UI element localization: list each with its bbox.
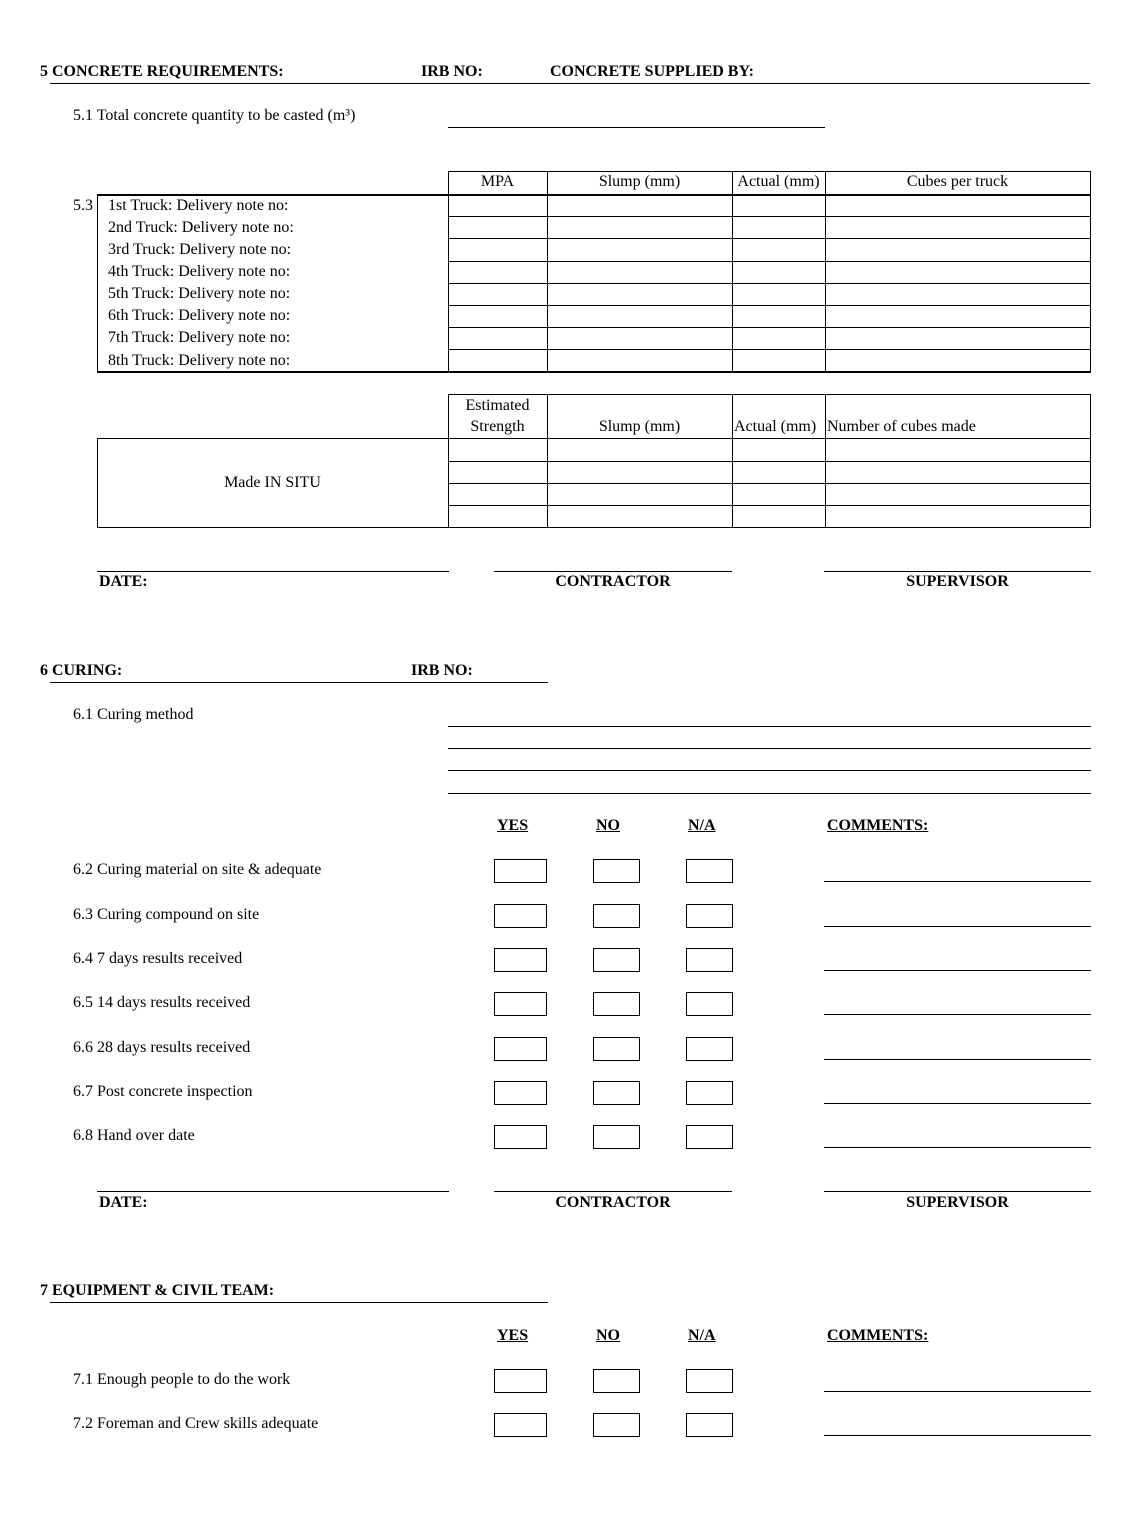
contractor-label: CONTRACTOR	[555, 1194, 671, 1211]
insitu-row-divider	[448, 505, 1091, 506]
na-checkbox[interactable]	[686, 904, 733, 928]
yes-column-header: YES	[497, 817, 529, 834]
yes-checkbox[interactable]	[494, 1125, 547, 1149]
comment-line[interactable]	[824, 1435, 1091, 1436]
comment-line[interactable]	[824, 1391, 1091, 1392]
curing-item-label: 6.2 Curing material on site & adequate	[73, 861, 322, 878]
comment-line[interactable]	[824, 970, 1091, 971]
comment-line[interactable]	[824, 1014, 1091, 1015]
curing-item-label: 6.3 Curing compound on site	[73, 906, 260, 923]
header-actual: Actual (mm)	[737, 173, 820, 190]
truck-row-label: 6th Truck: Delivery note no:	[108, 307, 291, 324]
yes-checkbox[interactable]	[494, 1369, 547, 1393]
curing-method-line[interactable]	[448, 748, 1091, 749]
comment-line[interactable]	[824, 1103, 1091, 1104]
concrete-supplied-by-label: CONCRETE SUPPLIED BY:	[550, 63, 754, 80]
yes-column-header: YES	[497, 1327, 529, 1344]
na-checkbox[interactable]	[686, 1413, 733, 1437]
section-5-title: 5 CONCRETE REQUIREMENTS:	[40, 63, 284, 80]
q51-answer-line[interactable]	[448, 127, 825, 128]
yes-checkbox[interactable]	[494, 1413, 547, 1437]
truck-row-label: 1st Truck: Delivery note no:	[108, 197, 289, 214]
no-checkbox[interactable]	[593, 992, 640, 1016]
truck-row-divider	[448, 327, 1091, 328]
supervisor-label: SUPERVISOR	[906, 573, 1009, 590]
q51-label: 5.1 Total concrete quantity to be casted (m³)	[73, 107, 356, 124]
header-divider	[825, 171, 826, 195]
insitu-row-divider	[448, 483, 1091, 484]
header-divider	[547, 171, 548, 195]
comments-column-header: COMMENTS:	[827, 1327, 929, 1344]
yes-checkbox[interactable]	[494, 948, 547, 972]
na-checkbox[interactable]	[686, 948, 733, 972]
truck-row-divider	[448, 305, 1091, 306]
date-label: DATE:	[99, 573, 148, 590]
no-column-header: NO	[596, 817, 620, 834]
header-cubes-per-truck: Cubes per truck	[906, 173, 1009, 190]
yes-checkbox[interactable]	[494, 1037, 547, 1061]
section-6-underline	[50, 682, 548, 683]
truck-row-divider	[448, 349, 1091, 350]
insitu-header-divider	[732, 394, 733, 439]
team-item-label: 7.2 Foreman and Crew skills adequate	[73, 1415, 319, 1432]
truck-row-label: 5th Truck: Delivery note no:	[108, 285, 291, 302]
na-checkbox[interactable]	[686, 1369, 733, 1393]
curing-item-label: 6.7 Post concrete inspection	[73, 1083, 253, 1100]
no-checkbox[interactable]	[593, 904, 640, 928]
section-7-title: 7 EQUIPMENT & CIVIL TEAM:	[40, 1282, 275, 1299]
supervisor-label: SUPERVISOR	[906, 1194, 1009, 1211]
curing-irb-no-label: IRB NO:	[411, 662, 473, 679]
contractor-label: CONTRACTOR	[555, 573, 671, 590]
na-checkbox[interactable]	[686, 1125, 733, 1149]
date-line[interactable]	[97, 1191, 449, 1192]
yes-checkbox[interactable]	[494, 904, 547, 928]
yes-checkbox[interactable]	[494, 1081, 547, 1105]
comment-line[interactable]	[824, 926, 1091, 927]
header-insitu-slump: Slump (mm)	[598, 418, 681, 435]
truck-row-divider	[448, 238, 1091, 239]
na-checkbox[interactable]	[686, 859, 733, 883]
contractor-line[interactable]	[494, 1191, 732, 1192]
no-checkbox[interactable]	[593, 859, 640, 883]
date-line[interactable]	[97, 571, 449, 572]
na-checkbox[interactable]	[686, 1081, 733, 1105]
header-mpa: MPA	[480, 173, 515, 190]
q61-label: 6.1 Curing method	[73, 706, 194, 723]
header-estimated: Estimated	[465, 397, 530, 414]
no-checkbox[interactable]	[593, 1125, 640, 1149]
section-7-underline	[50, 1302, 548, 1303]
header-number-of-cubes: Number of cubes made	[827, 418, 976, 435]
no-checkbox[interactable]	[593, 1081, 640, 1105]
insitu-row-divider	[448, 461, 1091, 462]
na-checkbox[interactable]	[686, 1037, 733, 1061]
curing-item-label: 6.5 14 days results received	[73, 994, 251, 1011]
comment-line[interactable]	[824, 1147, 1091, 1148]
no-column-header: NO	[596, 1327, 620, 1344]
team-item-label: 7.1 Enough people to do the work	[73, 1371, 291, 1388]
header-insitu-actual: Actual (mm)	[734, 418, 817, 435]
curing-item-label: 6.4 7 days results received	[73, 950, 243, 967]
curing-item-label: 6.8 Hand over date	[73, 1127, 195, 1144]
truck-row-divider	[448, 283, 1091, 284]
supervisor-line[interactable]	[824, 1191, 1091, 1192]
section-6-title: 6 CURING:	[40, 662, 123, 679]
na-checkbox[interactable]	[686, 992, 733, 1016]
date-label: DATE:	[99, 1194, 148, 1211]
insitu-header-divider	[825, 394, 826, 439]
made-in-situ-label: Made IN SITU	[224, 474, 321, 491]
contractor-line[interactable]	[494, 571, 732, 572]
no-checkbox[interactable]	[593, 948, 640, 972]
curing-method-line[interactable]	[448, 726, 1091, 727]
comments-column-header: COMMENTS:	[827, 817, 929, 834]
section-5-underline	[50, 83, 1090, 84]
na-column-header: N/A	[688, 817, 716, 834]
truck-row-divider	[448, 216, 1091, 217]
na-column-header: N/A	[688, 1327, 716, 1344]
yes-checkbox[interactable]	[494, 859, 547, 883]
no-checkbox[interactable]	[593, 1413, 640, 1437]
yes-checkbox[interactable]	[494, 992, 547, 1016]
truck-row-label: 8th Truck: Delivery note no:	[108, 352, 291, 369]
curing-method-line[interactable]	[448, 793, 1091, 794]
no-checkbox[interactable]	[593, 1369, 640, 1393]
truck-row-label: 7th Truck: Delivery note no:	[108, 329, 291, 346]
truck-row-label: 3rd Truck: Delivery note no:	[108, 241, 292, 258]
comment-line[interactable]	[824, 881, 1091, 882]
q53-label: 5.3	[73, 197, 93, 214]
truck-row-divider	[448, 261, 1091, 262]
curing-item-label: 6.6 28 days results received	[73, 1039, 251, 1056]
header-slump: Slump (mm)	[598, 173, 681, 190]
header-strength: Strength	[470, 418, 525, 435]
comment-line[interactable]	[824, 1059, 1091, 1060]
truck-row-label: 2nd Truck: Delivery note no:	[108, 219, 294, 236]
truck-row-label: 4th Truck: Delivery note no:	[108, 263, 291, 280]
curing-method-line[interactable]	[448, 770, 1091, 771]
supervisor-line[interactable]	[824, 571, 1091, 572]
header-divider	[732, 171, 733, 195]
no-checkbox[interactable]	[593, 1037, 640, 1061]
irb-no-label: IRB NO:	[421, 63, 483, 80]
